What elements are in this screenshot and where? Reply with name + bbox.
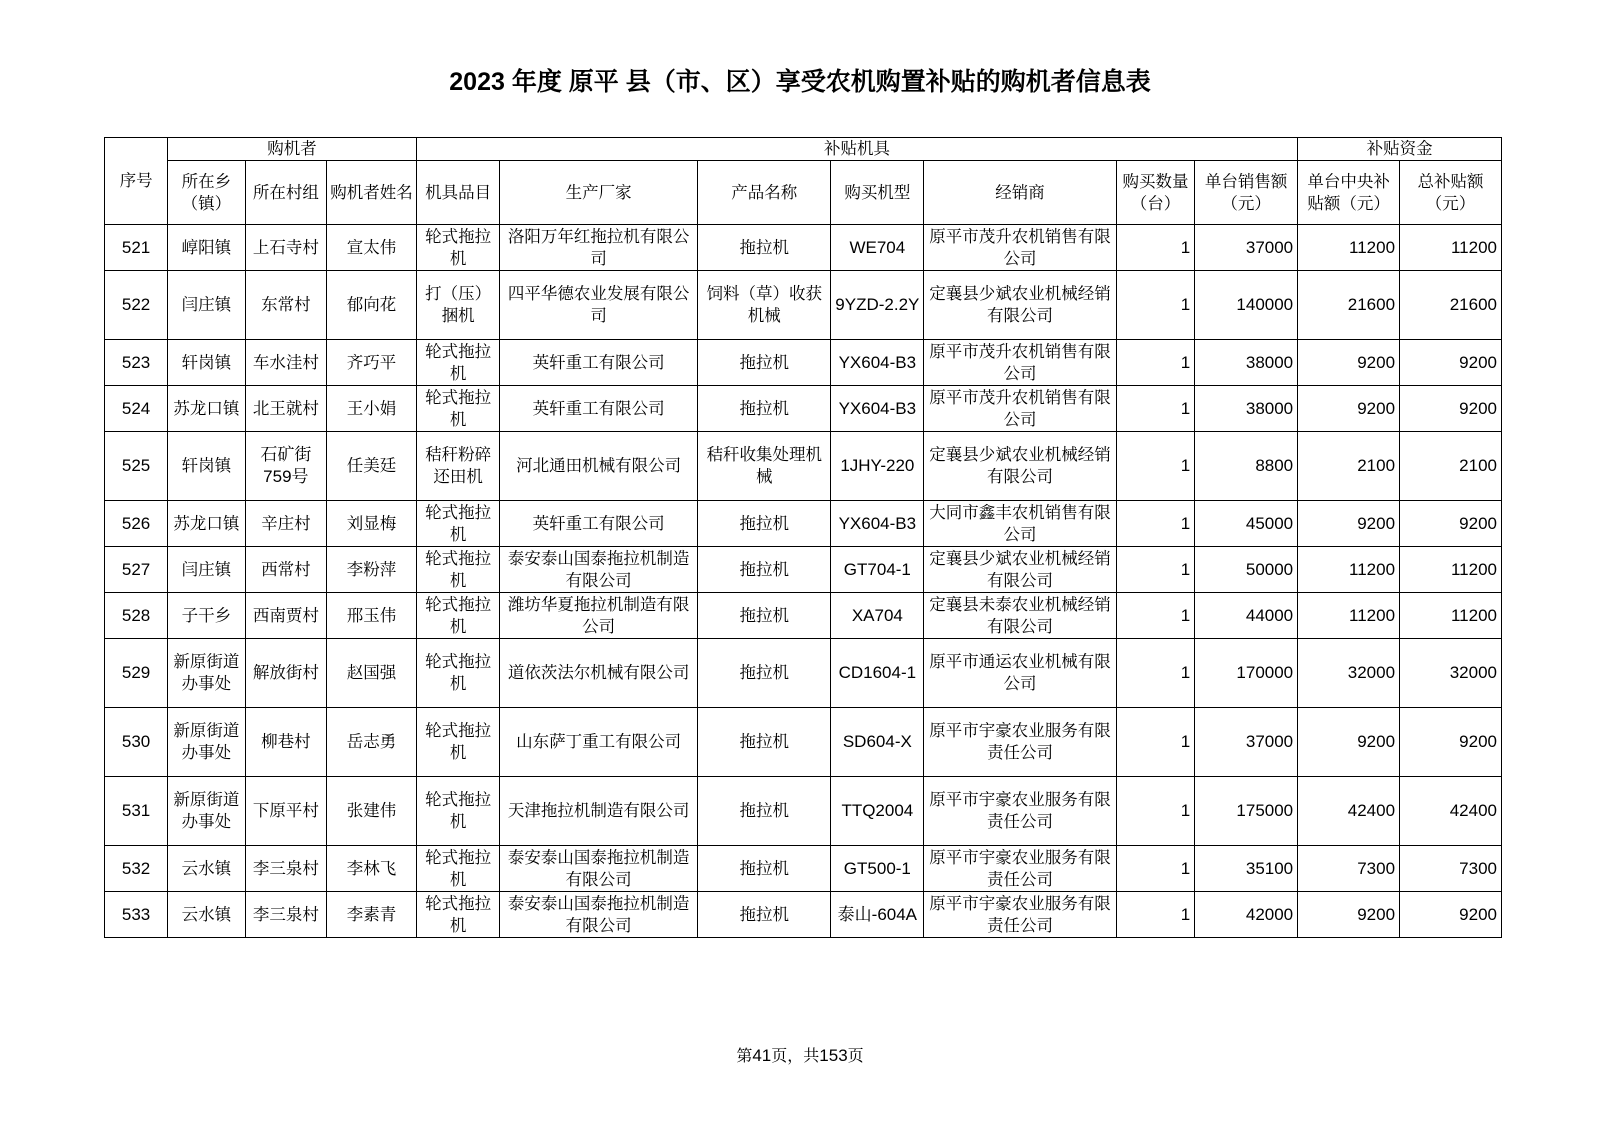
cell-seq: 522: [105, 271, 168, 340]
footer-middle: 页，共: [771, 1046, 820, 1065]
cell-model: GT704-1: [831, 547, 924, 593]
cell-category: 轮式拖拉机: [416, 386, 500, 432]
cell-unit-subsidy: 21600: [1298, 271, 1400, 340]
cell-model: YX604-B3: [831, 386, 924, 432]
cell-product: 秸秆收集处理机械: [698, 432, 831, 501]
cell-total-subsidy: 42400: [1400, 777, 1502, 846]
cell-model: XA704: [831, 593, 924, 639]
cell-buyer-name: 郁向花: [327, 271, 417, 340]
cell-village: 李三泉村: [245, 892, 327, 938]
cell-qty: 1: [1116, 708, 1194, 777]
cell-product: 拖拉机: [698, 547, 831, 593]
cell-qty: 1: [1116, 386, 1194, 432]
header-qty: 购买数量（台）: [1116, 161, 1194, 225]
cell-category: 轮式拖拉机: [416, 225, 500, 271]
cell-manufacturer: 泰安泰山国泰拖拉机制造有限公司: [500, 547, 698, 593]
cell-seq: 526: [105, 501, 168, 547]
cell-unit-subsidy: 9200: [1298, 501, 1400, 547]
cell-manufacturer: 四平华德农业发展有限公司: [500, 271, 698, 340]
cell-unit-subsidy: 32000: [1298, 639, 1400, 708]
table-row: [105, 547, 1502, 593]
table-row: [105, 639, 1502, 708]
cell-category: 轮式拖拉机: [416, 708, 500, 777]
cell-category: 轮式拖拉机: [416, 639, 500, 708]
cell-dealer: 原平市通运农业机械有限公司: [924, 639, 1117, 708]
cell-unit-price: 38000: [1195, 386, 1298, 432]
cell-unit-price: 50000: [1195, 547, 1298, 593]
cell-unit-price: 38000: [1195, 340, 1298, 386]
cell-total-subsidy: 9200: [1400, 340, 1502, 386]
cell-qty: 1: [1116, 271, 1194, 340]
cell-unit-subsidy: 11200: [1298, 547, 1400, 593]
cell-town: 云水镇: [168, 846, 245, 892]
cell-product: 拖拉机: [698, 501, 831, 547]
cell-category: 轮式拖拉机: [416, 593, 500, 639]
cell-total-subsidy: 11200: [1400, 225, 1502, 271]
cell-unit-subsidy: 42400: [1298, 777, 1400, 846]
cell-category: 轮式拖拉机: [416, 777, 500, 846]
cell-model: YX604-B3: [831, 501, 924, 547]
cell-seq: 521: [105, 225, 168, 271]
header-buyer-group: 购机者: [168, 138, 417, 161]
cell-model: SD604-X: [831, 708, 924, 777]
cell-unit-price: 37000: [1195, 708, 1298, 777]
cell-total-subsidy: 9200: [1400, 386, 1502, 432]
cell-qty: 1: [1116, 225, 1194, 271]
header-seq: 序号: [105, 138, 168, 225]
cell-manufacturer: 山东萨丁重工有限公司: [500, 708, 698, 777]
table-row: [105, 708, 1502, 777]
cell-buyer-name: 岳志勇: [327, 708, 417, 777]
cell-town: 轩岗镇: [168, 340, 245, 386]
header-funds-group: 补贴资金: [1298, 138, 1502, 161]
table-row: [105, 501, 1502, 547]
cell-dealer: 定襄县未泰农业机械经销有限公司: [924, 593, 1117, 639]
cell-town: 闫庄镇: [168, 271, 245, 340]
cell-seq: 533: [105, 892, 168, 938]
header-manufacturer: 生产厂家: [500, 161, 698, 225]
cell-qty: 1: [1116, 501, 1194, 547]
cell-village: 李三泉村: [245, 846, 327, 892]
cell-total-subsidy: 21600: [1400, 271, 1502, 340]
cell-product: 拖拉机: [698, 593, 831, 639]
cell-dealer: 原平市茂升农机销售有限公司: [924, 386, 1117, 432]
cell-unit-price: 140000: [1195, 271, 1298, 340]
cell-dealer: 定襄县少斌农业机械经销有限公司: [924, 432, 1117, 501]
cell-seq: 531: [105, 777, 168, 846]
cell-buyer-name: 王小娟: [327, 386, 417, 432]
cell-dealer: 原平市宇豪农业服务有限责任公司: [924, 892, 1117, 938]
cell-buyer-name: 刘显梅: [327, 501, 417, 547]
cell-unit-price: 45000: [1195, 501, 1298, 547]
cell-unit-subsidy: 11200: [1298, 593, 1400, 639]
cell-model: 泰山-604A: [831, 892, 924, 938]
cell-total-subsidy: 7300: [1400, 846, 1502, 892]
cell-unit-price: 44000: [1195, 593, 1298, 639]
cell-qty: 1: [1116, 340, 1194, 386]
cell-category: 秸秆粉碎还田机: [416, 432, 500, 501]
document-title: 2023 年度 原平 县（市、区）享受农机购置补贴的购机者信息表: [449, 68, 1151, 96]
cell-unit-subsidy: 7300: [1298, 846, 1400, 892]
cell-total-subsidy: 9200: [1400, 892, 1502, 938]
cell-dealer: 大同市鑫丰农机销售有限公司: [924, 501, 1117, 547]
cell-town: 苏龙口镇: [168, 386, 245, 432]
cell-dealer: 原平市茂升农机销售有限公司: [924, 340, 1117, 386]
cell-dealer: 定襄县少斌农业机械经销有限公司: [924, 271, 1117, 340]
cell-manufacturer: 天津拖拉机制造有限公司: [500, 777, 698, 846]
cell-model: GT500-1: [831, 846, 924, 892]
cell-village: 西常村: [245, 547, 327, 593]
cell-product: 拖拉机: [698, 777, 831, 846]
cell-village: 上石寺村: [245, 225, 327, 271]
cell-unit-subsidy: 9200: [1298, 892, 1400, 938]
cell-dealer: 定襄县少斌农业机械经销有限公司: [924, 547, 1117, 593]
cell-product: 拖拉机: [698, 386, 831, 432]
cell-category: 轮式拖拉机: [416, 501, 500, 547]
header-buyer-name: 购机者姓名: [327, 161, 417, 225]
cell-town: 新原街道办事处: [168, 777, 245, 846]
cell-seq: 529: [105, 639, 168, 708]
cell-village: 石矿街759号: [245, 432, 327, 501]
table-row: [105, 225, 1502, 271]
cell-town: 新原街道办事处: [168, 708, 245, 777]
cell-village: 北王就村: [245, 386, 327, 432]
cell-seq: 532: [105, 846, 168, 892]
cell-seq: 525: [105, 432, 168, 501]
cell-town: 新原街道办事处: [168, 639, 245, 708]
cell-buyer-name: 李林飞: [327, 846, 417, 892]
table-row: [105, 892, 1502, 938]
table-row: [105, 340, 1502, 386]
cell-unit-price: 175000: [1195, 777, 1298, 846]
table-row: [105, 432, 1502, 501]
cell-total-subsidy: 9200: [1400, 501, 1502, 547]
cell-model: WE704: [831, 225, 924, 271]
cell-village: 解放街村: [245, 639, 327, 708]
cell-manufacturer: 泰安泰山国泰拖拉机制造有限公司: [500, 892, 698, 938]
cell-model: TTQ2004: [831, 777, 924, 846]
cell-product: 拖拉机: [698, 340, 831, 386]
cell-unit-price: 170000: [1195, 639, 1298, 708]
cell-product: 拖拉机: [698, 225, 831, 271]
footer-page-number: 41: [752, 1046, 772, 1065]
cell-qty: 1: [1116, 593, 1194, 639]
cell-model: 9YZD-2.2Y: [831, 271, 924, 340]
cell-manufacturer: 泰安泰山国泰拖拉机制造有限公司: [500, 846, 698, 892]
cell-total-subsidy: 11200: [1400, 593, 1502, 639]
cell-category: 轮式拖拉机: [416, 340, 500, 386]
cell-unit-subsidy: 2100: [1298, 432, 1400, 501]
cell-buyer-name: 李素青: [327, 892, 417, 938]
cell-village: 西南贾村: [245, 593, 327, 639]
footer-suffix: 页: [847, 1046, 864, 1065]
cell-unit-subsidy: 11200: [1298, 225, 1400, 271]
cell-town: 苏龙口镇: [168, 501, 245, 547]
cell-manufacturer: 河北通田机械有限公司: [500, 432, 698, 501]
page-footer: [0, 1043, 1600, 1066]
cell-seq: 527: [105, 547, 168, 593]
cell-unit-subsidy: 9200: [1298, 708, 1400, 777]
cell-village: 东常村: [245, 271, 327, 340]
header-product: 产品名称: [698, 161, 831, 225]
cell-qty: 1: [1116, 547, 1194, 593]
cell-category: 轮式拖拉机: [416, 846, 500, 892]
cell-seq: 528: [105, 593, 168, 639]
table-row: [105, 777, 1502, 846]
cell-village: 车水洼村: [245, 340, 327, 386]
header-total-subsidy: 总补贴额（元）: [1400, 161, 1502, 225]
cell-product: 拖拉机: [698, 892, 831, 938]
header-unit-price: 单台销售额（元）: [1195, 161, 1298, 225]
cell-buyer-name: 张建伟: [327, 777, 417, 846]
cell-town: 崞阳镇: [168, 225, 245, 271]
cell-buyer-name: 宣太伟: [327, 225, 417, 271]
cell-dealer: 原平市宇豪农业服务有限责任公司: [924, 846, 1117, 892]
cell-seq: 523: [105, 340, 168, 386]
cell-town: 轩岗镇: [168, 432, 245, 501]
table-body: [105, 225, 1502, 938]
cell-manufacturer: 道依茨法尔机械有限公司: [500, 639, 698, 708]
cell-buyer-name: 赵国强: [327, 639, 417, 708]
cell-category: 轮式拖拉机: [416, 547, 500, 593]
cell-manufacturer: 英轩重工有限公司: [500, 501, 698, 547]
cell-village: 柳巷村: [245, 708, 327, 777]
cell-category: 打（压）捆机: [416, 271, 500, 340]
subsidy-table: [104, 137, 1502, 938]
cell-total-subsidy: 32000: [1400, 639, 1502, 708]
cell-unit-price: 42000: [1195, 892, 1298, 938]
cell-town: 云水镇: [168, 892, 245, 938]
table-row: [105, 593, 1502, 639]
cell-total-subsidy: 11200: [1400, 547, 1502, 593]
cell-product: 拖拉机: [698, 846, 831, 892]
cell-town: 子干乡: [168, 593, 245, 639]
cell-seq: 524: [105, 386, 168, 432]
cell-seq: 530: [105, 708, 168, 777]
cell-total-subsidy: 9200: [1400, 708, 1502, 777]
cell-manufacturer: 英轩重工有限公司: [500, 386, 698, 432]
cell-model: CD1604-1: [831, 639, 924, 708]
table-row: [105, 386, 1502, 432]
cell-dealer: 原平市宇豪农业服务有限责任公司: [924, 777, 1117, 846]
cell-dealer: 原平市宇豪农业服务有限责任公司: [924, 708, 1117, 777]
table-row: [105, 271, 1502, 340]
cell-product: 拖拉机: [698, 639, 831, 708]
header-town: 所在乡（镇）: [168, 161, 245, 225]
cell-buyer-name: 邢玉伟: [327, 593, 417, 639]
footer-prefix: 第: [736, 1046, 753, 1065]
cell-buyer-name: 齐巧平: [327, 340, 417, 386]
cell-manufacturer: 潍坊华夏拖拉机制造有限公司: [500, 593, 698, 639]
header-unit-subsidy: 单台中央补贴额（元）: [1298, 161, 1400, 225]
cell-manufacturer: 英轩重工有限公司: [500, 340, 698, 386]
cell-village: 辛庄村: [245, 501, 327, 547]
cell-model: 1JHY-220: [831, 432, 924, 501]
cell-qty: 1: [1116, 777, 1194, 846]
cell-buyer-name: 李粉萍: [327, 547, 417, 593]
cell-unit-price: 35100: [1195, 846, 1298, 892]
cell-dealer: 原平市茂升农机销售有限公司: [924, 225, 1117, 271]
header-category: 机具品目: [416, 161, 500, 225]
cell-product: 拖拉机: [698, 708, 831, 777]
footer-total-pages: 153: [819, 1046, 848, 1065]
cell-unit-price: 37000: [1195, 225, 1298, 271]
cell-qty: 1: [1116, 432, 1194, 501]
cell-qty: 1: [1116, 639, 1194, 708]
cell-model: YX604-B3: [831, 340, 924, 386]
cell-category: 轮式拖拉机: [416, 892, 500, 938]
cell-manufacturer: 洛阳万年红拖拉机有限公司: [500, 225, 698, 271]
cell-qty: 1: [1116, 846, 1194, 892]
header-machine-group: 补贴机具: [416, 138, 1297, 161]
table-row: [105, 846, 1502, 892]
header-model: 购买机型: [831, 161, 924, 225]
header-dealer: 经销商: [924, 161, 1117, 225]
cell-unit-subsidy: 9200: [1298, 386, 1400, 432]
cell-unit-subsidy: 9200: [1298, 340, 1400, 386]
cell-buyer-name: 任美廷: [327, 432, 417, 501]
cell-qty: 1: [1116, 892, 1194, 938]
cell-total-subsidy: 2100: [1400, 432, 1502, 501]
cell-product: 饲料（草）收获机械: [698, 271, 831, 340]
cell-unit-price: 8800: [1195, 432, 1298, 501]
header-village: 所在村组: [245, 161, 327, 225]
cell-town: 闫庄镇: [168, 547, 245, 593]
cell-village: 下原平村: [245, 777, 327, 846]
